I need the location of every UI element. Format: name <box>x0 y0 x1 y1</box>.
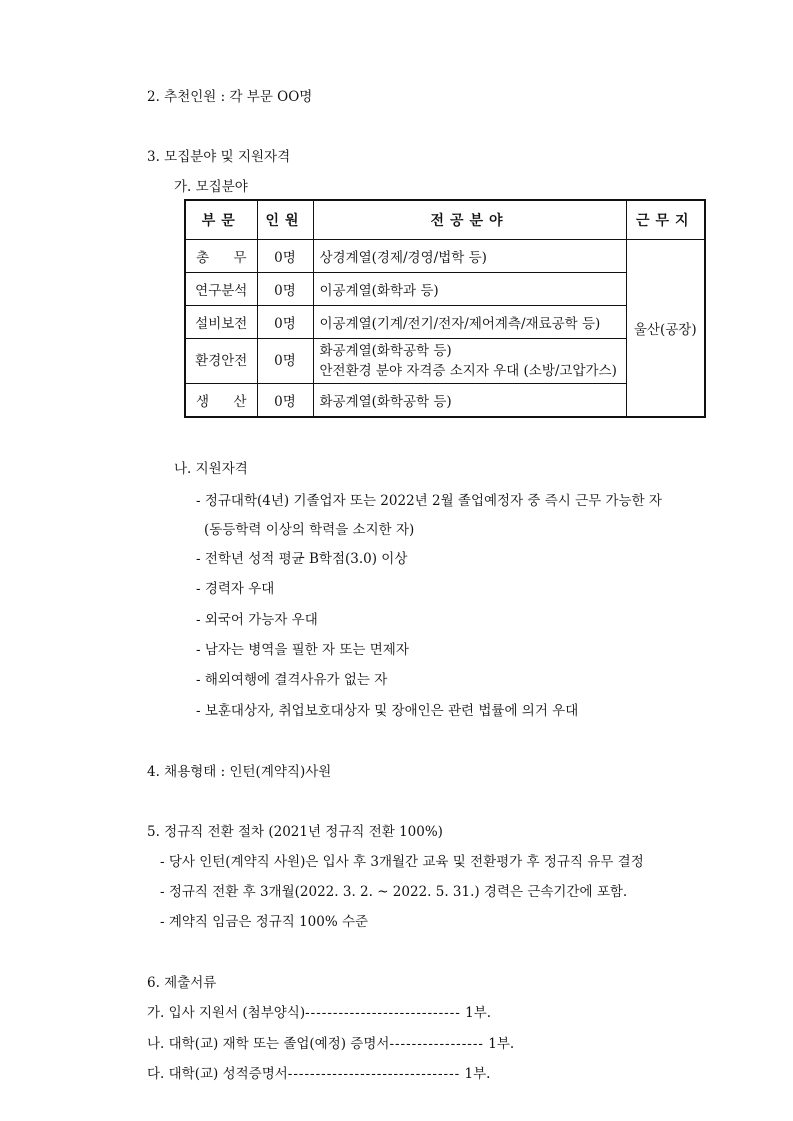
major-cell: 이공계열(화학과 등) <box>313 273 626 306</box>
recruitment-table <box>184 199 706 418</box>
subsection-recruit-fields: 가. 모집분야 <box>174 179 248 195</box>
document-leader: ------------------------------- <box>287 1066 461 1082</box>
document-item <box>147 1065 490 1083</box>
dept-char: 생 <box>196 394 210 410</box>
document-label: 다. 대학(교) 성적증명서 <box>147 1066 288 1082</box>
major-cell: 상경계열(경제/경영/법학 등) <box>313 240 626 273</box>
conversion-item: - 정규직 전환 후 3개월(2022. 3. 2. ~ 2022. 5. 31.) 경력은 근속기간에 포함. <box>160 884 628 900</box>
qualification-item: - 경력자 우대 <box>196 581 275 597</box>
conversion-item: - 당사 인턴(계약직 사원)은 입사 후 3개월간 교육 및 전환평가 후 정규직 유무 결정 <box>160 854 644 870</box>
dept-cell <box>185 240 257 273</box>
count-cell: 0명 <box>257 273 313 306</box>
conversion-item: - 계약직 임금은 정규직 100% 수준 <box>160 914 369 930</box>
section-6-title: 6. 제출서류 <box>147 975 217 991</box>
major-cell: 화공계열(화학공학 등) <box>313 384 626 418</box>
document-label: 가. 입사 지원서 (첨부양식) <box>147 1005 306 1021</box>
dept-char: 총 <box>196 250 210 266</box>
document-leader: ---------------------------- <box>305 1005 461 1021</box>
section-4-employment-type: 4. 채용형태 : 인턴(계약직)사원 <box>147 764 332 780</box>
table-header-row <box>185 200 705 240</box>
major-line: 화공계열(화학공학 등) <box>319 343 452 359</box>
header-major: 전공분야 <box>313 200 626 240</box>
qualification-item: - 해외여행에 결격사유가 없는 자 <box>196 672 388 688</box>
document-qty: 1부. <box>465 1005 492 1021</box>
subsection-qualifications: 나. 지원자격 <box>174 461 248 477</box>
count-cell: 0명 <box>257 384 313 418</box>
document-qty: 1부. <box>464 1066 491 1082</box>
header-count: 인원 <box>257 200 313 240</box>
document-item <box>147 1035 514 1053</box>
section-5-title: 5. 정규직 전환 절차 (2021년 정규직 전환 100%) <box>147 824 443 840</box>
document-item <box>147 1004 491 1022</box>
qualification-item: (동등학력 이상의 학력을 소지한 자) <box>204 522 415 538</box>
dept-cell: 환경안전 <box>185 339 257 384</box>
qualification-item: - 보훈대상자, 취업보호대상자 및 장애인은 관련 법률에 의거 우대 <box>196 703 579 719</box>
document-qty: 1부. <box>488 1036 515 1052</box>
dept-cell: 설비보전 <box>185 306 257 339</box>
count-cell: 0명 <box>257 339 313 384</box>
qualification-item: - 남자는 병역을 필한 자 또는 면제자 <box>196 642 409 658</box>
document-label: 나. 대학(교) 재학 또는 졸업(예정) 증명서 <box>147 1036 390 1052</box>
header-location: 근무지 <box>626 200 705 240</box>
section-3-title: 3. 모집분야 및 지원자격 <box>147 149 291 165</box>
count-cell: 0명 <box>257 306 313 339</box>
location-cell: 울산(공장) <box>626 240 705 418</box>
dept-cell: 연구분석 <box>185 273 257 306</box>
table-row <box>185 240 705 273</box>
major-line: 안전환경 분야 자격증 소지자 우대 (소방/고압가스) <box>319 363 617 379</box>
dept-char: 산 <box>233 394 247 410</box>
major-cell <box>313 339 626 384</box>
section-2-recommended-count: 2. 추천인원 : 각 부문 OO명 <box>147 89 313 105</box>
qualification-item: - 외국어 가능자 우대 <box>196 612 318 628</box>
header-dept: 부문 <box>185 200 257 240</box>
qualification-item: - 전학년 성적 평균 B학점(3.0) 이상 <box>196 551 408 567</box>
major-cell: 이공계열(기계/전기/전자/제어계측/재료공학 등) <box>313 306 626 339</box>
dept-char: 무 <box>233 250 247 266</box>
dept-cell <box>185 384 257 418</box>
qualification-item: - 정규대학(4년) 기졸업자 또는 2022년 2월 졸업예정자 중 즉시 근무 가능한 자 <box>196 493 662 509</box>
count-cell: 0명 <box>257 240 313 273</box>
document-leader: ----------------- <box>389 1036 484 1052</box>
